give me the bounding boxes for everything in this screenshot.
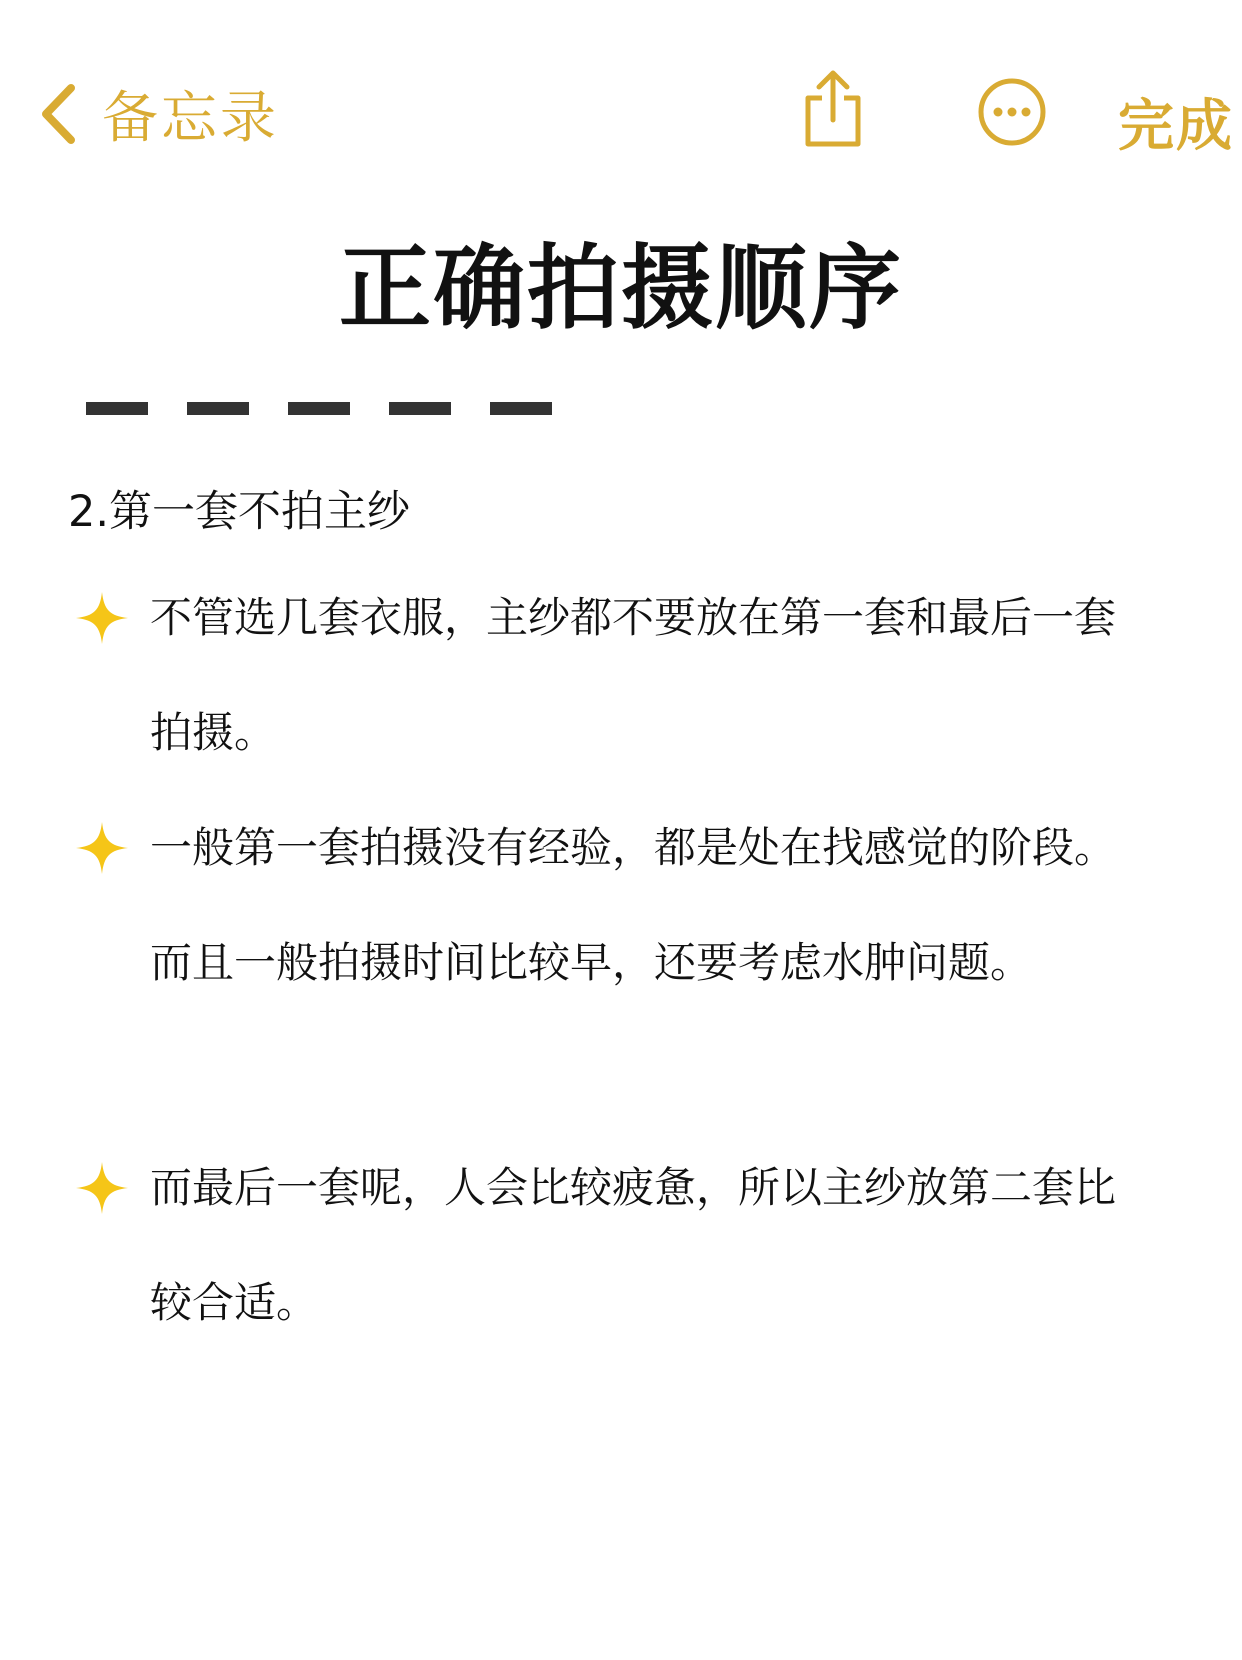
sparkle-icon (74, 820, 130, 876)
divider-dash (490, 402, 552, 415)
done-button[interactable]: 完成 (1118, 94, 1234, 159)
navigation-bar (0, 60, 1242, 170)
share-icon (800, 68, 866, 150)
sparkle-icon (74, 1160, 130, 1216)
more-icon (976, 76, 1048, 148)
bullet-text: 一般第一套拍摄没有经验，都是处在找感觉的阶段。而且一般拍摄时间比较早，还要考虑水肿问题。 (150, 823, 1117, 987)
divider-dash (389, 402, 451, 415)
divider-dash (86, 402, 148, 415)
chevron-left-icon (40, 83, 76, 145)
sparkle-icon (74, 590, 130, 646)
bullet-text: 不管选几套衣服，主纱都不要放在第一套和最后一套拍摄。 (150, 593, 1117, 757)
note-title: 正确拍摄顺序 (338, 235, 903, 342)
divider-dash (288, 402, 350, 415)
divider-dash (187, 402, 249, 415)
section-heading: 2.第一套不拍主纱 (68, 487, 411, 537)
back-label: 备忘录 (102, 86, 279, 151)
share-button[interactable] (800, 68, 866, 150)
back-button[interactable] (40, 78, 279, 150)
dashed-divider (86, 402, 556, 416)
more-button[interactable] (976, 76, 1048, 148)
bullet-text: 而最后一套呢，人会比较疲惫，所以主纱放第二套比较合适。 (150, 1163, 1117, 1327)
